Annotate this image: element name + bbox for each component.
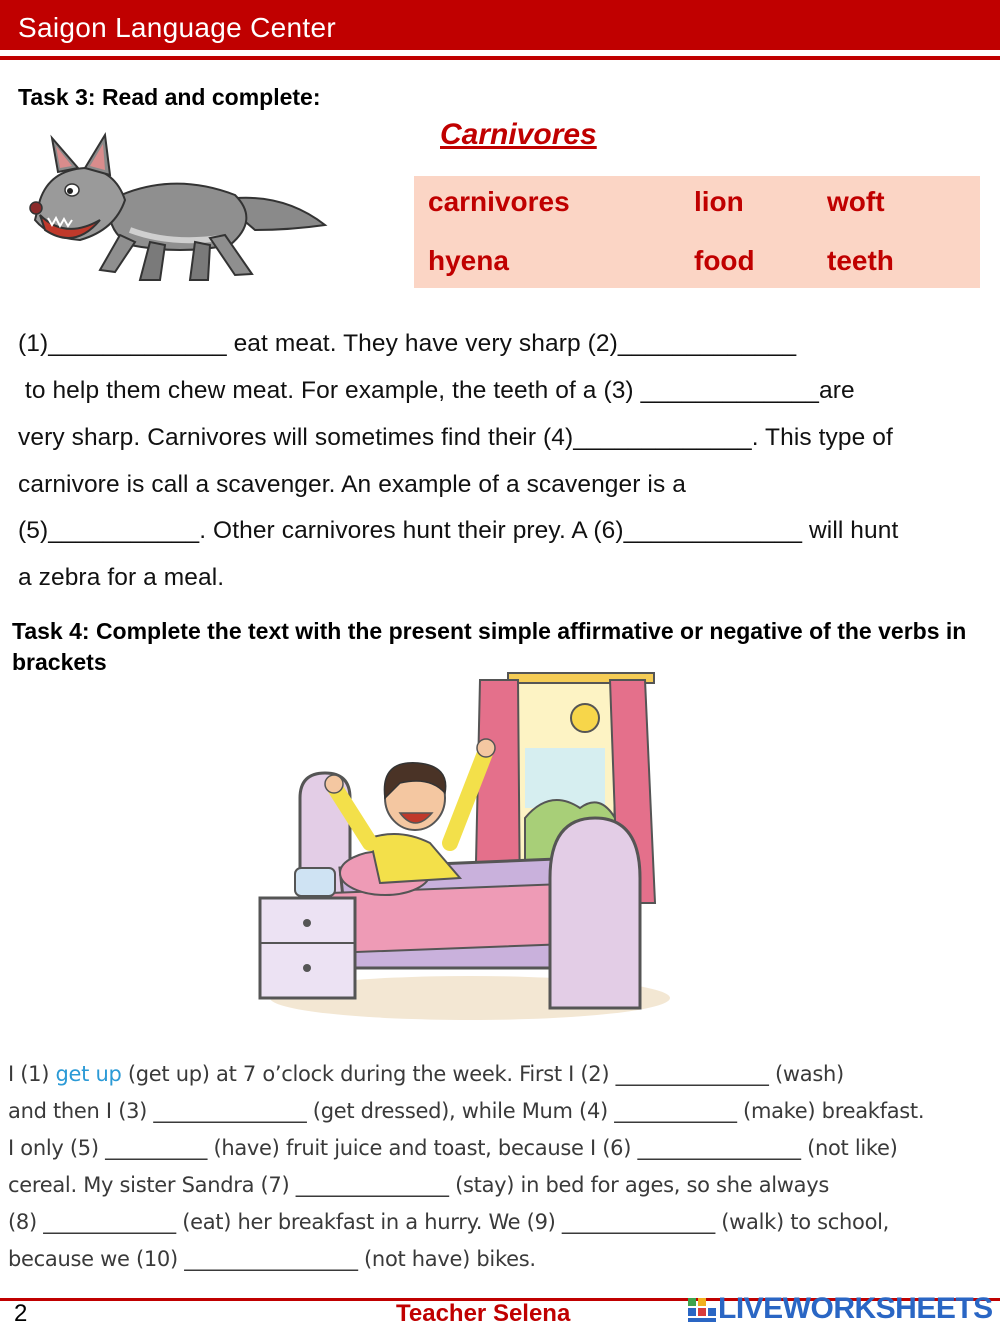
exercise-text: (get up) at 7 o’clock during the week. First I (2) _______________ (wash) <box>121 1062 844 1086</box>
exercise-text: I (1) <box>8 1062 56 1086</box>
paragraph-line: (1)_____________ eat meat. They have very sharp (2)_____________ <box>18 330 797 357</box>
exercise-line: cereal. My sister Sandra (7) _______________ (stay) in bed for ages, so she always <box>8 1173 830 1197</box>
header-title: Saigon Language Center <box>18 12 336 43</box>
footer-teacher: Teacher Selena <box>396 1300 571 1327</box>
wolf-illustration <box>20 130 330 290</box>
liveworksheets-icon <box>688 1298 716 1324</box>
exercise-line: because we (10) _________________ (not have) bikes. <box>8 1247 536 1271</box>
header-divider <box>0 56 1000 60</box>
task4-title: Task 4: Complete the text with the present simple affirmative or negative of the verbs in brackets <box>12 618 967 675</box>
exercise-line <box>8 1062 844 1086</box>
header-bar <box>0 0 1000 50</box>
word-bank <box>414 176 980 288</box>
exercise-line: I only (5) __________ (have) fruit juice and toast, because I (6) ________________ (not like) <box>8 1136 898 1160</box>
word-bank-item: woft <box>827 186 885 217</box>
paragraph-line: (5)___________. Other carnivores hunt their prey. A (6)_____________ will hunt <box>18 517 899 544</box>
word-bank-item: teeth <box>827 245 894 276</box>
girl-waking-up-illustration <box>250 668 670 1028</box>
task3-title: Task 3: Read and complete: <box>18 84 321 110</box>
example-answer: get up <box>55 1062 122 1086</box>
word-bank-item: lion <box>694 186 744 217</box>
word-bank-item: carnivores <box>428 186 570 217</box>
paragraph-line: to help them chew meat. For example, the teeth of a (3) _____________are <box>18 377 855 404</box>
brand-text: LIVEWORKSHEETS <box>718 1292 993 1325</box>
word-bank-title: Carnivores <box>440 118 597 151</box>
word-bank-item: food <box>694 245 755 276</box>
liveworksheets-logo <box>688 1292 998 1328</box>
page-number: 2 <box>14 1300 28 1327</box>
paragraph-line: carnivore is call a scavenger. An example of a scavenger is a <box>18 471 686 498</box>
exercise-line: (8) _____________ (eat) her breakfast in a hurry. We (9) _______________ (walk) to school, <box>8 1210 890 1234</box>
paragraph-line: a zebra for a meal. <box>18 564 225 591</box>
word-bank-item: hyena <box>428 245 509 276</box>
paragraph-line: very sharp. Carnivores will sometimes find their (4)_____________. This type of <box>18 424 893 451</box>
exercise-line: and then I (3) _______________ (get dressed), while Mum (4) ____________ (make) breakfast. <box>8 1099 925 1123</box>
